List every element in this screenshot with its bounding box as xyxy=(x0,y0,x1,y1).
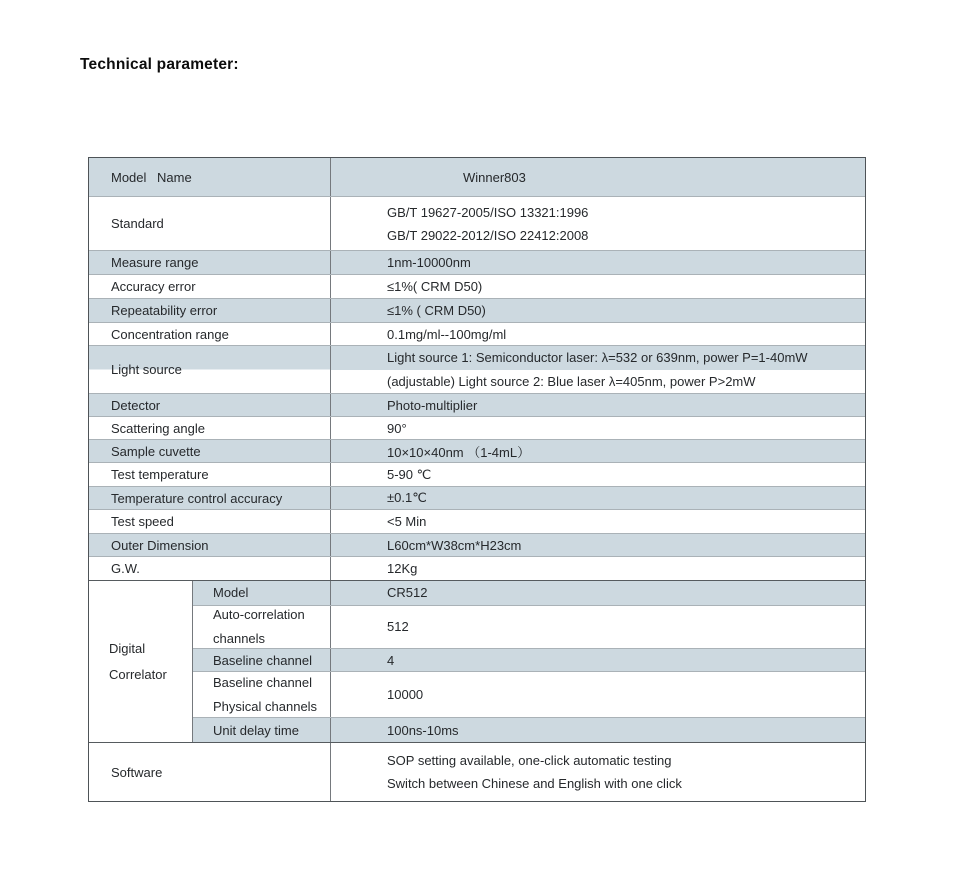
spec-value: L60cm*W38cm*H23cm xyxy=(330,534,865,556)
spec-label: Test speed xyxy=(111,514,174,529)
table-row-model-name xyxy=(89,158,865,197)
spec-value: 4 xyxy=(330,649,865,672)
correlator-row-model xyxy=(193,581,865,606)
table-row-detector xyxy=(89,394,865,417)
spec-value: ±0.1℃ xyxy=(330,487,865,509)
spec-value xyxy=(330,743,865,801)
table-row-temperature-control-accuracy xyxy=(89,487,865,510)
spec-label: Outer Dimension xyxy=(111,537,209,553)
spec-label: Test temperature xyxy=(111,467,209,482)
correlator-label xyxy=(89,581,192,742)
spec-label: Standard xyxy=(111,216,164,231)
spec-value-line: (adjustable) Light source 2: Blue laser λ=405nm, power P>2mW xyxy=(331,370,865,394)
spec-label: Sample cuvette xyxy=(111,443,201,459)
spec-value: 5-90 ℃ xyxy=(330,463,865,486)
spec-value-line: Switch between Chinese and English with one click xyxy=(387,776,682,791)
correlator-row-baseline-channel xyxy=(193,649,865,673)
table-row-test-temperature xyxy=(89,463,865,487)
spec-value: ≤1%( CRM D50) xyxy=(330,275,865,298)
table-row-digital-correlator xyxy=(89,581,865,743)
table-row-concentration-range xyxy=(89,323,865,346)
spec-sublabel-line: Physical channels xyxy=(213,699,318,715)
spec-label: G.W. xyxy=(111,561,140,576)
spec-label: Light source xyxy=(89,346,330,393)
spec-value xyxy=(330,197,865,250)
spec-label: Model Name xyxy=(111,169,192,185)
spec-value: <5 Min xyxy=(330,510,865,533)
spec-label: Measure range xyxy=(111,255,199,270)
spec-sublabel xyxy=(193,606,330,648)
spec-value: Photo-multiplier xyxy=(330,394,865,416)
spec-value: CR512 xyxy=(330,581,865,605)
spec-label: Scattering angle xyxy=(111,420,205,436)
spec-value: 0.1mg/ml--100mg/ml xyxy=(330,323,865,345)
correlator-row-autocorrelation-channels xyxy=(193,606,865,649)
table-row-gw xyxy=(89,557,865,581)
correlator-label-line: Digital xyxy=(109,641,146,656)
spec-sublabel: Model xyxy=(213,585,249,601)
spec-label: Accuracy error xyxy=(111,279,196,294)
table-row-outer-dimension xyxy=(89,534,865,557)
correlator-label-line: Correlator xyxy=(109,667,167,682)
spec-value-line: SOP setting available, one-click automatic testing xyxy=(387,753,672,768)
spec-label: Software xyxy=(111,764,163,780)
spec-sublabel-line: Baseline channel xyxy=(213,675,313,691)
page-title: Technical parameter: xyxy=(80,56,239,73)
table-row-accuracy-error xyxy=(89,275,865,299)
correlator-row-unit-delay-time xyxy=(193,718,865,742)
spec-value: 512 xyxy=(330,606,865,648)
spec-label: Detector xyxy=(111,397,161,413)
spec-sublabel-line: channels xyxy=(213,631,266,647)
table-row-scattering-angle xyxy=(89,417,865,440)
correlator-subtable xyxy=(192,581,865,742)
table-row-measure-range xyxy=(89,251,865,275)
table-row-repeatability-error xyxy=(89,299,865,323)
spec-value: 10000 xyxy=(330,672,865,717)
spec-value: Winner803 xyxy=(330,158,865,196)
correlator-row-physical-channels xyxy=(193,672,865,718)
spec-value: ≤1% ( CRM D50) xyxy=(330,299,865,322)
spec-value-line: Light source 1: Semiconductor laser: λ=532 or 639nm, power P=1-40mW xyxy=(331,346,865,370)
spec-value: 90° xyxy=(330,417,865,439)
spec-sublabel-line: Auto-correlation xyxy=(213,607,305,623)
spec-value: 12Kg xyxy=(330,557,865,580)
spec-value: 10×10×40nm （1-4mL） xyxy=(330,440,865,462)
spec-sublabel: Baseline channel xyxy=(213,652,313,668)
table-row-software xyxy=(89,743,865,801)
spec-sublabel xyxy=(193,672,330,717)
table-row-standard xyxy=(89,197,865,251)
table-row-sample-cuvette xyxy=(89,440,865,463)
table-row-test-speed xyxy=(89,510,865,534)
spec-value-line: GB/T 19627-2005/ISO 13321:1996 xyxy=(387,204,589,220)
spec-label: Temperature control accuracy xyxy=(111,490,283,506)
spec-label: Repeatability error xyxy=(111,303,218,318)
spec-label: Concentration range xyxy=(111,326,229,342)
spec-value: 1nm-10000nm xyxy=(330,251,865,274)
table-row-light-source xyxy=(89,346,865,394)
spec-sublabel: Unit delay time xyxy=(213,722,299,738)
spec-table xyxy=(88,157,866,802)
spec-value-line: GB/T 29022-2012/ISO 22412:2008 xyxy=(387,227,589,243)
spec-value xyxy=(330,346,865,393)
spec-value: 100ns-10ms xyxy=(330,718,865,742)
